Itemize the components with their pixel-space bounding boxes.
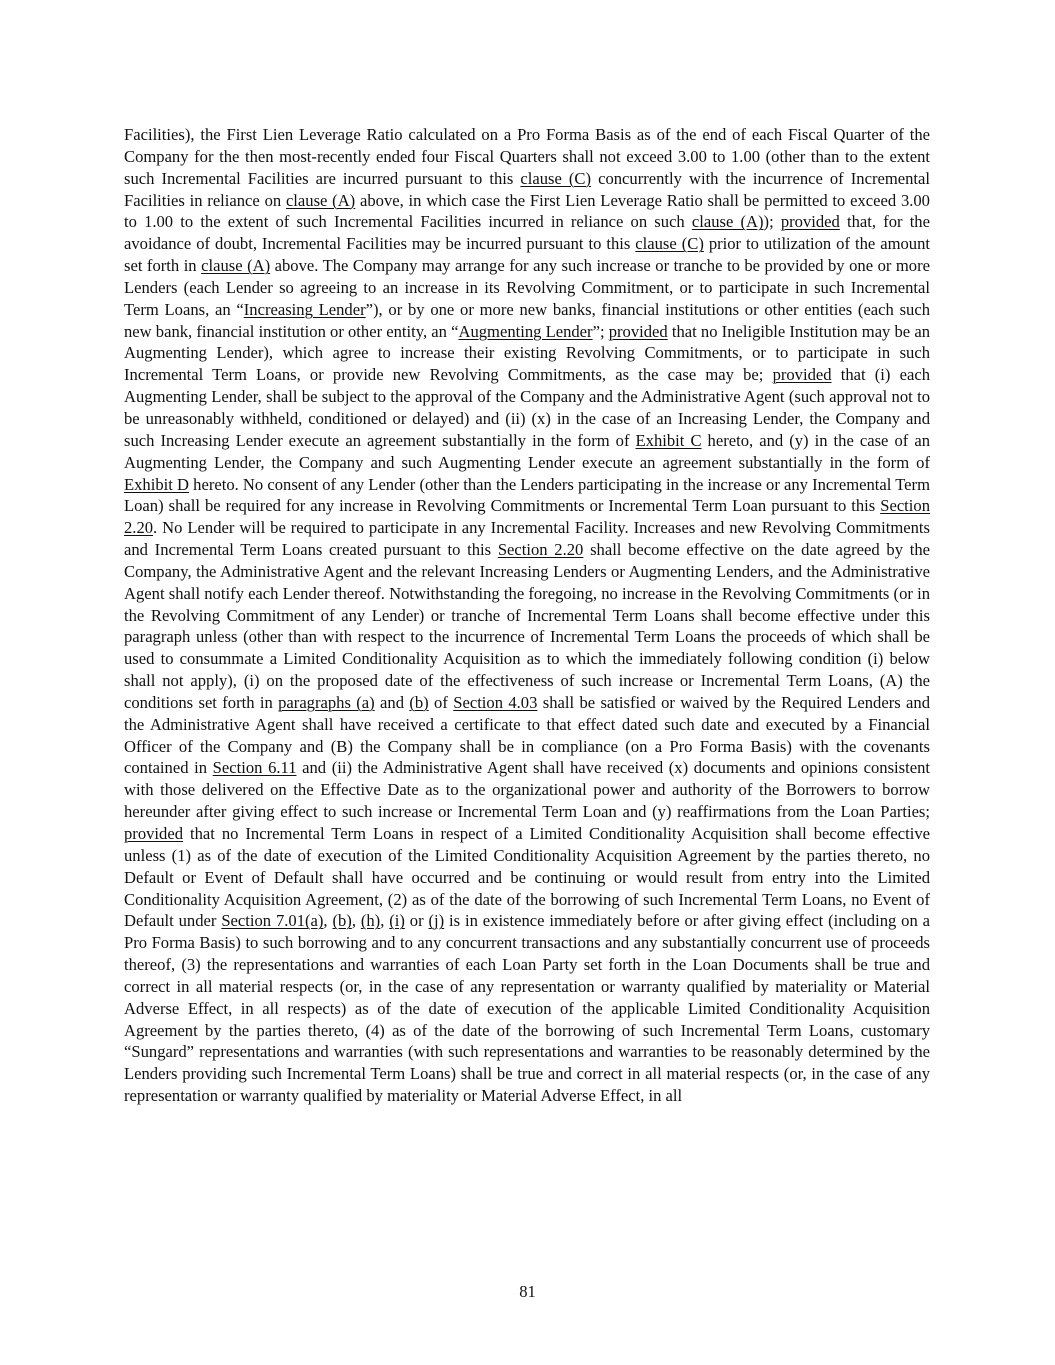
underlined-reference: Section 7.01(a): [221, 911, 324, 931]
text-run: ,: [323, 911, 333, 931]
underlined-reference: provided: [772, 365, 832, 385]
underlined-reference: Augmenting Lender: [458, 321, 593, 341]
underlined-reference: Section 6.11: [212, 758, 297, 778]
text-run: and: [374, 692, 410, 712]
text-run: and (ii) the Administrative Agent shall have received (x) documents and opinions consistent with those delivered on the Effective Date as to the organizational power and authority of the Borrowers to borrow hereunder after giving effect to such increase or Incremental Term Loan and (y) reaffirmations from the Loan Parties;: [124, 758, 930, 822]
text-run: ”), or by one or more new banks, financial institutions or other entities (each such new bank, financial institution or other entity, an “: [124, 299, 931, 341]
underlined-reference: clause (C): [520, 168, 592, 188]
text-run: prior to utilization of the amount set forth in: [124, 234, 930, 276]
text-run: ,: [351, 911, 361, 931]
underlined-reference: provided: [608, 321, 668, 341]
text-run: hereto. No consent of any Lender (other than the Lenders participating in the increase or any Incremental Term Loan) shall be required for any increase in Revolving Commitments or Incremental Term Loan pursuant to this: [124, 474, 930, 516]
text-run: of: [428, 692, 454, 712]
text-run: concurrently with the incurrence of Incremental Facilities in reliance on: [124, 168, 930, 210]
underlined-reference: Increasing Lender: [243, 299, 366, 319]
underlined-reference: clause (C): [635, 234, 704, 254]
underlined-reference: clause (A): [201, 256, 271, 276]
underlined-reference: (j): [428, 911, 445, 931]
body-paragraph: [124, 124, 930, 1107]
text-run: Facilities), the First Lien Leverage Ratio calculated on a Pro Forma Basis as of the end of each Fiscal Quarter of the Company for the then most-recently ended four Fiscal Quarters shall not exceed 3.00 to 1.00 (other than to the extent such Incremental Facilities are incurred pursuant to this: [124, 125, 930, 188]
text-run: hereto, and (y) in the case of an Augmenting Lender, the Company and such Augmenting Lender execute an agreement substantially in the form of: [124, 430, 930, 472]
underlined-reference: (h): [360, 911, 381, 931]
underlined-reference: provided: [780, 212, 840, 232]
page-number: 81: [519, 1282, 536, 1301]
underlined-reference: paragraphs (a): [278, 692, 375, 712]
text-run: . No Lender will be required to participate in any Incremental Facility. Increases and new Revolving Commitments and Incremental Term Loans created pursuant to this: [124, 518, 930, 560]
text-run: shall be satisfied or waived by the Required Lenders and the Administrative Agent shall have received a certificate to that effect dated such date and executed by a Financial Officer of the Company and (B) the Company shall be in compliance (on a Pro Forma Basis) with the covenants contained in: [124, 692, 931, 778]
text-run: that no Incremental Term Loans in respect of a Limited Conditionality Acquisition shall become effective unless (1) as of the date of execution of the Limited Conditionality Acquisition Agreement by the parties thereto, no Default or Event of Default shall have occurred and be continuing or would result from entry into the Limited Conditionality Acquisition Agreement, (2) as of the date of the borrowing of such Incremental Term Loans, no Event of Default under: [124, 824, 930, 931]
text-run: that, for the avoidance of doubt, Incremental Facilities may be incurred pursuant to this: [124, 212, 930, 254]
text-run: shall become effective on the date agreed by the Company, the Administrative Agent and the relevant Increasing Lenders or Augmenting Lenders, and the Administrative Agent shall notify each Lender thereof. Notwithstanding the foregoing, no increase in the Revolving Commitments (or in the Revolving Commitment of any Lender) or tranche of Incremental Term Loans shall become effective under this paragraph unless (other than with respect to the incurrence of Incremental Term Loans the proceeds of which shall be used to consummate a Limited Conditionality Acquisition as to which the immediately following condition (i) below shall not apply), (i) on the proposed date of the effectiveness of such increase or Incremental Term Loans, (A) the conditions set forth in: [124, 540, 930, 712]
text-run: );: [763, 212, 781, 232]
text-run: that no Ineligible Institution may be an Augmenting Lender), which agree to increase their existing Revolving Commitments, or to participate in such Incremental Term Loans, or provide new Revolving Commitments, as the case may be;: [124, 321, 930, 385]
underlined-reference: (b): [409, 692, 429, 712]
underlined-reference: Section 4.03: [453, 692, 538, 712]
text-run: that (i) each Augmenting Lender, shall be subject to the approval of the Company and the Administrative Agent (such approval not to be unreasonably withheld, conditioned or delayed) and (ii) (x) in the case of an Increasing Lender, the Company and such Increasing Lender execute an agreement substantially in the form of: [124, 365, 931, 450]
underlined-reference: Exhibit D: [124, 474, 189, 494]
underlined-reference: (b): [332, 911, 352, 931]
underlined-reference: (i): [389, 911, 405, 931]
text-run: above, in which case the First Lien Leverage Ratio shall be permitted to exceed 3.00 to 1.00 to the extent of such Incremental Facilities incurred in reliance on such: [124, 190, 930, 232]
text-run: is in existence immediately before or after giving effect (including on a Pro Forma Basis) to such borrowing and to any concurrent transactions and any substantially concurrent use of proceeds thereof, (3) the representations and warranties of each Loan Party set forth in the Loan Documents shall be true and correct in all material respects (or, in the case of any representation or warranty qualified by materiality or Material Adverse Effect, in all respects) as of the date of execution of the applicable Limited Conditionality Acquisition Agreement by the parties thereto, (4) as of the date of the borrowing of such Incremental Term Loans, customary “Sungard” representations and warranties (with such representations and warranties to be reasonably determined by the Lenders providing such Incremental Term Loans) shall be true and correct in all material respects (or, in the case of any representation or warranty qualified by materiality or Material Adverse Effect, in all: [124, 911, 931, 1106]
underlined-reference: Section 2.20: [497, 540, 584, 560]
underlined-reference: provided: [124, 824, 183, 843]
document-body: [124, 124, 930, 1107]
text-run: above. The Company may arrange for any such increase or tranche to be provided by one or more Lenders (each Lender so agreeing to an increase in its Revolving Commitment, or to participate in such Incremental Term Loans, an “: [124, 256, 930, 319]
underlined-reference: clause (A): [285, 190, 356, 210]
underlined-reference: Exhibit C: [635, 430, 702, 450]
text-run: or: [404, 911, 429, 931]
underlined-reference: clause (A): [691, 212, 764, 232]
underlined-reference: Section 2.20: [124, 496, 930, 538]
text-run: ”;: [592, 321, 609, 341]
text-run: ,: [380, 911, 390, 931]
